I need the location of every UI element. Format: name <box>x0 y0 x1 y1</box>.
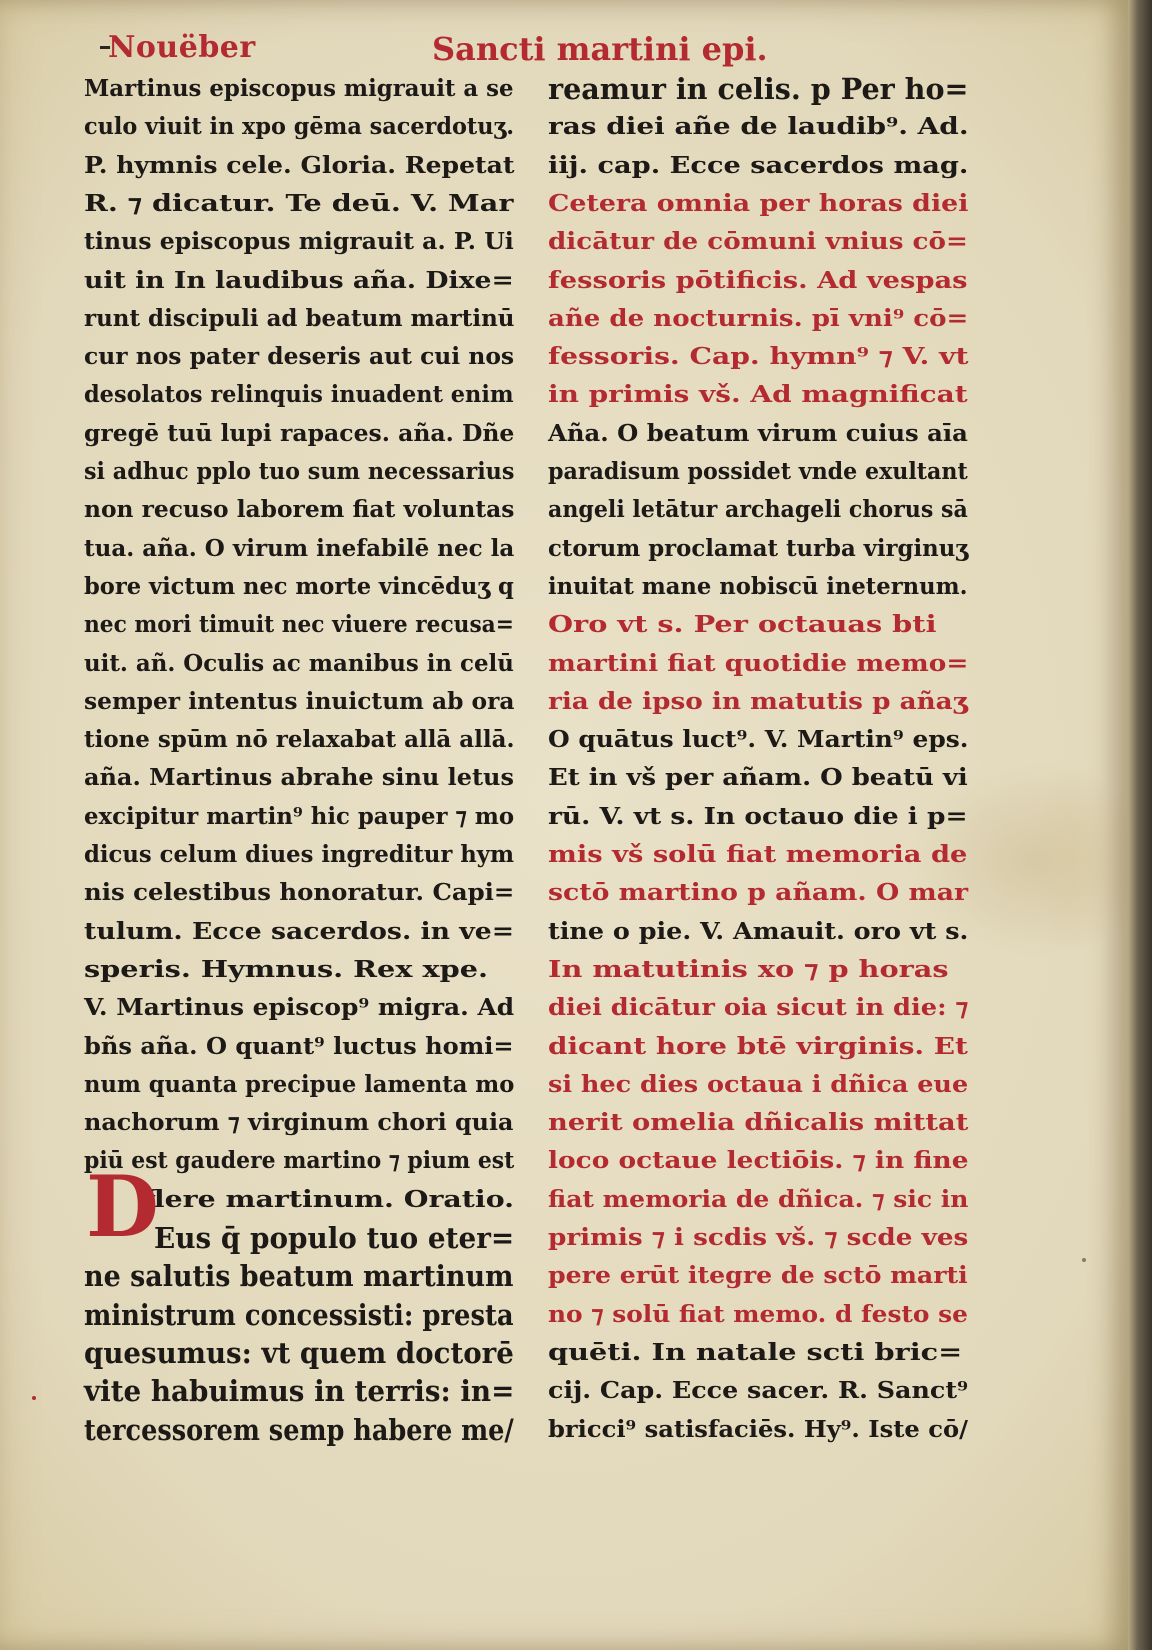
running-header <box>0 22 1128 72</box>
text-line: bricci⁹ satisfaciēs. Hy⁹. Iste cō/ <box>548 1415 968 1443</box>
text-line: Aña. O beatum virum cuius aīa <box>548 419 968 447</box>
text-line: nis celestibus honoratur. Capi= <box>84 879 515 907</box>
text-line: In matutinis xo ⁊ p horas <box>548 955 949 983</box>
text-line: Oro vt s. Per octauas bti <box>548 611 937 639</box>
text-line: diei dicātur oia sicut in die: ⁊ <box>548 994 969 1022</box>
text-line: tione spūm nō relaxabat allā allā. <box>84 726 515 754</box>
text-line: iij. cap. Ecce sacerdos mag. <box>548 151 969 179</box>
text-line: non recuso laborem fiat voluntas <box>84 496 515 524</box>
text-line: num quanta precipue lamenta mo <box>84 1070 515 1098</box>
text-line: sctō martino p añam. O mar <box>548 879 969 907</box>
text-line: piū est gaudere martino ⁊ pium est <box>84 1147 515 1175</box>
text-line: paradisum possidet vnde exultant <box>548 458 968 485</box>
paper-stain <box>1030 760 1120 960</box>
text-line: ministrum concessisti: presta <box>84 1297 514 1332</box>
page-edge <box>1128 0 1152 1650</box>
text-line: cur nos pater deseris aut cui nos <box>84 343 515 371</box>
text-line: pere erūt itegre de sctō marti <box>548 1262 968 1290</box>
text-line: quēti. In natale scti bric= <box>548 1338 963 1366</box>
text-line: ria de ipso in matutis p añaʒ <box>548 687 968 715</box>
text-line: tulum. Ecce sacerdos. in ve= <box>84 917 515 945</box>
text-line: rū. V. vt s. In octauo die i p= <box>548 802 968 830</box>
text-line: tercessorem semp habere me/ <box>84 1412 514 1447</box>
text-line: ras diei añe de laudib⁹. Ad. <box>548 113 969 141</box>
text-line: nec mori timuit nec viuere recusa= <box>84 611 514 639</box>
text-line: tine o pie. V. Amauit. oro vt s. <box>548 917 969 945</box>
text-line: speris. Hymnus. Rex xpe. <box>84 955 489 983</box>
text-line: nerit omelia dñicalis mittat <box>548 1109 969 1137</box>
margin-mark <box>32 1396 36 1400</box>
text-line: reamur in celis. p Per ho= <box>548 72 969 106</box>
text-line: nachorum ⁊ virginum chori quia <box>84 1109 514 1137</box>
text-line: loco octaue lectiōis. ⁊ in fine <box>548 1147 969 1175</box>
text-line: P. hymnis cele. Gloria. Repetat <box>84 151 515 179</box>
text-line: runt discipuli ad beatum martinū <box>84 304 515 332</box>
text-line: O quātus luct⁹. V. Martin⁹ eps. <box>548 726 969 754</box>
text-line: bore victum nec morte vincēduʒ q <box>84 572 514 600</box>
text-line: martini fiat quotidie memo= <box>548 649 969 677</box>
text-line: si adhuc pplo tuo sum necessarius <box>84 458 515 485</box>
text-line: ne salutis beatum martinum <box>84 1259 514 1294</box>
header-month: Nouëber <box>108 30 256 65</box>
text-line: añe de nocturnis. pī vni⁹ cō= <box>548 304 969 332</box>
text-line: primis ⁊ i scdis vš. ⁊ scde ves <box>548 1224 969 1251</box>
text-line: Et in vš per añam. O beatū vi <box>548 764 968 792</box>
text-line: aña. Martinus abrahe sinu letus <box>84 764 514 792</box>
text-line: tinus episcopus migrauit a. P. Ui <box>84 228 514 256</box>
text-line: semper intentus inuictum ab ora <box>84 687 515 715</box>
text-line: excipitur martin⁹ hic pauper ⁊ mo <box>84 802 515 830</box>
text-line: Martinus episcopus migrauit a se <box>84 75 514 102</box>
text-line: Cetera omnia per horas diei <box>548 189 969 217</box>
text-line: vite habuimus in terris: in= <box>84 1374 515 1409</box>
text-line: fiat memoria de dñica. ⁊ sic in <box>548 1185 969 1213</box>
text-line: in primis vš. Ad magnificat <box>548 381 968 409</box>
text-line: uit in In laudibus aña. Dixe= <box>84 266 514 294</box>
text-line: uit. añ. Oculis ac manibus in celū <box>84 649 514 677</box>
header-title: Sancti martini epi. <box>432 30 768 68</box>
text-line: dicātur de cōmuni vnius cō= <box>548 228 968 256</box>
text-line: inuitat mane nobiscū ineternum. <box>548 572 968 600</box>
text-line: fessoris pōtificis. Ad vespas <box>548 266 968 294</box>
text-line: flere martinum. Oratio. <box>144 1185 514 1213</box>
text-line: ctorum proclamat turba virginuʒ <box>548 534 969 562</box>
text-line: Eus q̄ populo tuo eter= <box>154 1221 515 1255</box>
text-line: gregē tuū lupi rapaces. aña. Dñe <box>84 419 515 447</box>
text-line: si hec dies octaua i dñica eue <box>548 1070 969 1098</box>
drop-capital: D <box>86 1157 159 1256</box>
text-line: mis vš solū fiat memoria de <box>548 841 968 868</box>
text-line: dicus celum diues ingreditur hym <box>84 841 515 868</box>
text-line: desolatos relinquis inuadent enim <box>84 381 514 409</box>
text-line: quesumus: vt quem doctorē <box>84 1335 514 1370</box>
margin-mark <box>1082 1258 1086 1262</box>
text-line: dicant hore btē virginis. Et <box>548 1032 968 1060</box>
text-line: angeli letātur archageli chorus sā <box>548 496 968 524</box>
text-line: bñs aña. O quant⁹ luctus homi= <box>84 1032 514 1060</box>
text-line: fessoris. Cap. hymn⁹ ⁊ V. vt <box>548 343 969 371</box>
text-line: R. ⁊ dicatur. Te deū. V. Mar <box>84 189 514 217</box>
text-line: culo viuit in xpo gēma sacerdotuʒ. <box>84 113 515 141</box>
text-line: V. Martinus episcop⁹ migra. Ad <box>84 994 515 1022</box>
text-line: cij. Cap. Ecce sacer. R. Sanct⁹ <box>548 1377 969 1405</box>
text-line: no ⁊ solū fiat memo. d festo se <box>548 1300 968 1328</box>
text-line: tua. aña. O virum inefabilē nec la <box>84 534 515 562</box>
